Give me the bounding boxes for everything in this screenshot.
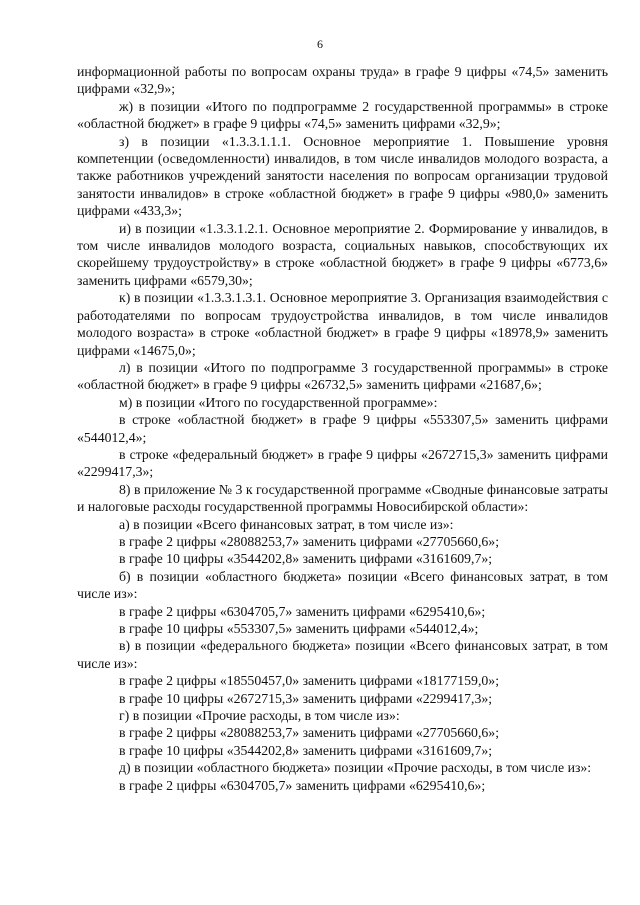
paragraph: в строке «областной бюджет» в графе 9 цифры «553307,5» заменить цифрами «544012,4»; (77, 412, 608, 445)
paragraph: а) в позиции «Всего финансовых затрат, в том числе из»: (119, 516, 454, 532)
document-body (77, 63, 608, 794)
paragraph: в графе 10 цифры «2672715,3» заменить цифрами «2299417,3»; (119, 690, 493, 706)
paragraph: в графе 2 цифры «6304705,7» заменить цифрами «6295410,6»; (119, 603, 486, 619)
paragraph: в графе 2 цифры «28088253,7» заменить цифрами «27705660,6»; (119, 533, 500, 549)
paragraph: 8) в приложение № 3 к государственной программе «Сводные финансовые затраты и налоговые расходы государственной программы Новосибирской области»: (77, 481, 608, 515)
paragraph: в строке «федеральный бюджет» в графе 9 цифры «2672715,3» заменить цифрами «2299417,3»; (77, 446, 608, 480)
paragraph: в графе 2 цифры «28088253,7» заменить цифрами «27705660,6»; (119, 725, 500, 741)
paragraph: б) в позиции «областного бюджета» позиции «Всего финансовых затрат, в том числе из»: (77, 568, 608, 602)
paragraph: в графе 2 цифры «18550457,0» заменить цифрами «18177159,0»; (119, 673, 500, 689)
paragraph: л) в позиции «Итого по подпрограмме 3 государственной программы» в строке «областной бюджет» в графе 9 цифры «26732,5» заменить цифрами «21687,6»; (77, 359, 608, 393)
paragraph: д) в позиции «областного бюджета» позиции «Прочие расходы, в том числе из»: (119, 760, 592, 776)
paragraph: ж) в позиции «Итого по подпрограмме 2 государственной программы» в строке «областной бюджет» в графе 9 цифры «74,5» заменить цифрами «32,9»; (77, 98, 608, 132)
paragraph: з) в позиции «1.3.3.1.1.1. Основное мероприятие 1. Повышение уровня компетенции (осведомленности) инвалидов, в том числе инвалидов молодого возраста, а также работников учреждений занятости населения по вопросам организации трудовой занятости инвалидов» в строке «областной бюджет» в графе 9 цифры «980,0» заменить цифрами «433,3»; (77, 133, 608, 219)
paragraph: информационной работы по вопросам охраны труда» в графе 9 цифры «74,5» заменить цифрами «32,9»; (77, 64, 608, 97)
paragraph: к) в позиции «1.3.3.1.3.1. Основное мероприятие 3. Организация взаимодействия с работодателями по вопросам трудоустройства инвалидов, в том числе инвалидов молодого возраста» в строке «областной бюджет» в графе 9 цифры «18978,9» заменить цифрами «14675,0»; (77, 290, 608, 358)
page-number: 6 (317, 37, 323, 51)
paragraph: в графе 10 цифры «3544202,8» заменить цифрами «3161609,7»; (119, 551, 493, 567)
paragraph: в графе 2 цифры «6304705,7» заменить цифрами «6295410,6»; (119, 777, 486, 793)
paragraph: в графе 10 цифры «553307,5» заменить цифрами «544012,4»; (119, 621, 479, 636)
paragraph: в графе 10 цифры «3544202,8» заменить цифрами «3161609,7»; (119, 742, 493, 758)
paragraph: г) в позиции «Прочие расходы, в том числе из»: (119, 708, 400, 724)
paragraph: и) в позиции «1.3.3.1.2.1. Основное мероприятие 2. Формирование у инвалидов, в том числе инвалидов молодого возраста, социальных навыков, способствующих их скорейшему трудоустройству» в строке «областной бюджет» в графе 9 цифры «6773,6» заменить цифрами «6579,30»; (77, 220, 608, 288)
paragraph: м) в позиции «Итого по государственной программе»: (119, 394, 438, 410)
paragraph: в) в позиции «федерального бюджета» позиции «Всего финансовых затрат, в том числе из»: (77, 638, 608, 671)
